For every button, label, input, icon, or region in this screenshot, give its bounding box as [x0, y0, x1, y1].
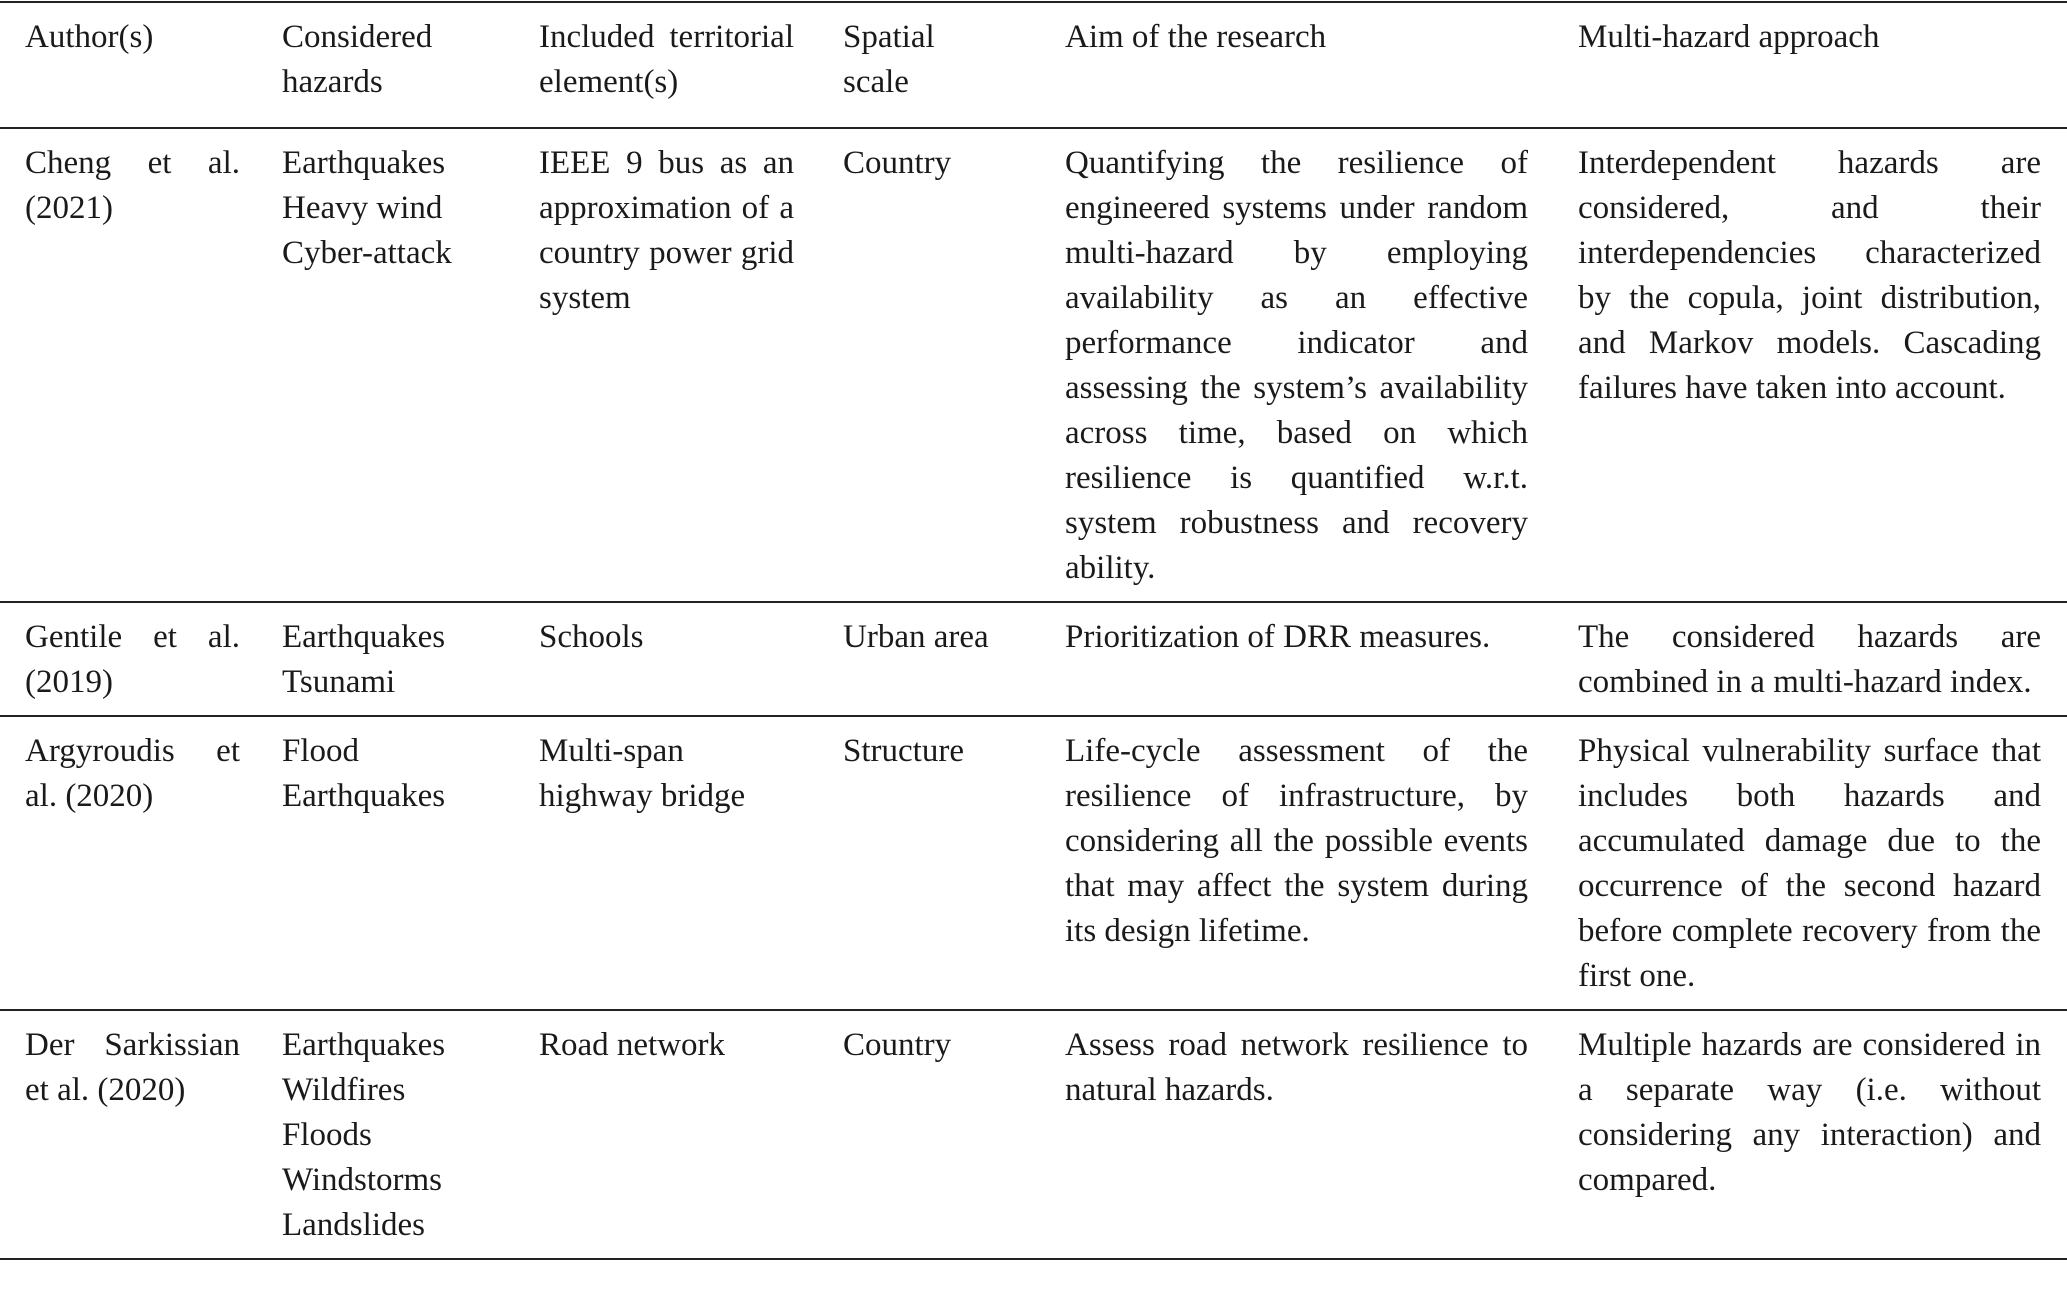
- header-aim: Aim of the research: [1065, 19, 1327, 55]
- cell-element: [539, 716, 843, 1010]
- approach-text: The considered hazards are combined in a multi-hazard index.: [1578, 619, 2041, 700]
- scale-text: Urban area: [843, 619, 989, 655]
- approach-text: Interdependent hazards are considered, and their interdependencies characterized by the copula, joint distribution, and Markov models. Cascading failures have taken into account.: [1578, 145, 2041, 406]
- aim-text: Quantifying the resilience of engineered systems under random multi-hazard by employing availability as an effective performance indicator and assessing the system’s availability across time, based on which resilience is quantified w.r.t. system robustness and recovery ability.: [1065, 145, 1528, 586]
- hazard-item: Windstorms: [282, 1162, 443, 1198]
- cell-aim: [1065, 1010, 1578, 1259]
- cell-approach: [1578, 128, 2067, 602]
- cell-element: [539, 128, 843, 602]
- element-text: Schools: [539, 619, 644, 655]
- header-element: Included territorial element(s): [539, 19, 794, 100]
- cell-element: [539, 602, 843, 716]
- cell-author: [0, 1010, 282, 1259]
- table-row: [0, 716, 2067, 1010]
- cell-scale: [843, 716, 1065, 1010]
- cell-element: [539, 1010, 843, 1259]
- cell-scale: [843, 602, 1065, 716]
- hazard-item: Earthquakes: [282, 778, 446, 814]
- header-authors: Author(s): [25, 19, 154, 55]
- header-scale: Spatial scale: [843, 19, 935, 100]
- scale-text: Structure: [843, 733, 964, 769]
- hazard-item: Earthquakes: [282, 619, 446, 655]
- table-row: [0, 128, 2067, 602]
- cell-scale: [843, 128, 1065, 602]
- cell-hazards: [282, 716, 539, 1010]
- hazard-item: Flood: [282, 733, 360, 769]
- cell-aim: [1065, 716, 1578, 1010]
- scale-text: Country: [843, 145, 952, 181]
- cell-aim: [1065, 128, 1578, 602]
- hazard-item: Earthquakes: [282, 145, 446, 181]
- cell-scale: [843, 1010, 1065, 1259]
- hazard-list: [282, 141, 539, 276]
- table-row: [0, 602, 2067, 716]
- table-body: [0, 128, 2067, 1259]
- cell-author: [0, 128, 282, 602]
- author-text: Der Sarkissian et al. (2020): [25, 1027, 240, 1108]
- element-text: Road network: [539, 1027, 726, 1063]
- hazard-list: [282, 729, 539, 819]
- aim-text: Life-cycle assessment of the resilience of infrastructure, by considering all the possible events that may affect the system during its design lifetime.: [1065, 733, 1528, 949]
- hazard-item: Earthquakes: [282, 1027, 446, 1063]
- aim-text: Prioritization of DRR measures.: [1065, 619, 1491, 655]
- author-text: Gentile et al. (2019): [25, 619, 240, 700]
- hazard-item: Cyber-attack: [282, 235, 452, 271]
- aim-text: Assess road network resilience to natural hazards.: [1065, 1027, 1528, 1108]
- element-text: Multi-span highway bridge: [539, 733, 746, 814]
- header-hazards: Considered hazards: [282, 19, 433, 100]
- author-text: Argyroudis et al. (2020): [25, 733, 240, 814]
- cell-approach: [1578, 1010, 2067, 1259]
- hazard-item: Heavy wind: [282, 190, 443, 226]
- author-text: Cheng et al. (2021): [25, 145, 240, 226]
- approach-text: Physical vulnerability surface that includes both hazards and accumulated damage due to the occurrence of the second hazard before complete recovery from the first one.: [1578, 733, 2041, 994]
- hazard-item: Landslides: [282, 1207, 425, 1243]
- approach-text: Multiple hazards are considered in a separate way (i.e. without considering any interaction) and compared.: [1578, 1027, 2041, 1198]
- element-text: IEEE 9 bus as an approximation of a country power grid system: [539, 145, 794, 316]
- header-row: [0, 2, 2067, 128]
- cell-hazards: [282, 1010, 539, 1259]
- hazard-item: Floods: [282, 1117, 372, 1153]
- cell-approach: [1578, 716, 2067, 1010]
- header-approach: Multi-hazard approach: [1578, 19, 1880, 55]
- scale-text: Country: [843, 1027, 952, 1063]
- cell-author: [0, 602, 282, 716]
- cell-approach: [1578, 602, 2067, 716]
- table-row: [0, 1010, 2067, 1259]
- hazard-item: Tsunami: [282, 664, 396, 700]
- cell-hazards: [282, 602, 539, 716]
- cell-aim: [1065, 602, 1578, 716]
- hazard-item: Wildfires: [282, 1072, 406, 1108]
- hazard-list: [282, 615, 539, 705]
- hazard-list: [282, 1023, 539, 1248]
- cell-hazards: [282, 128, 539, 602]
- literature-table: [0, 1, 2067, 1260]
- cell-author: [0, 716, 282, 1010]
